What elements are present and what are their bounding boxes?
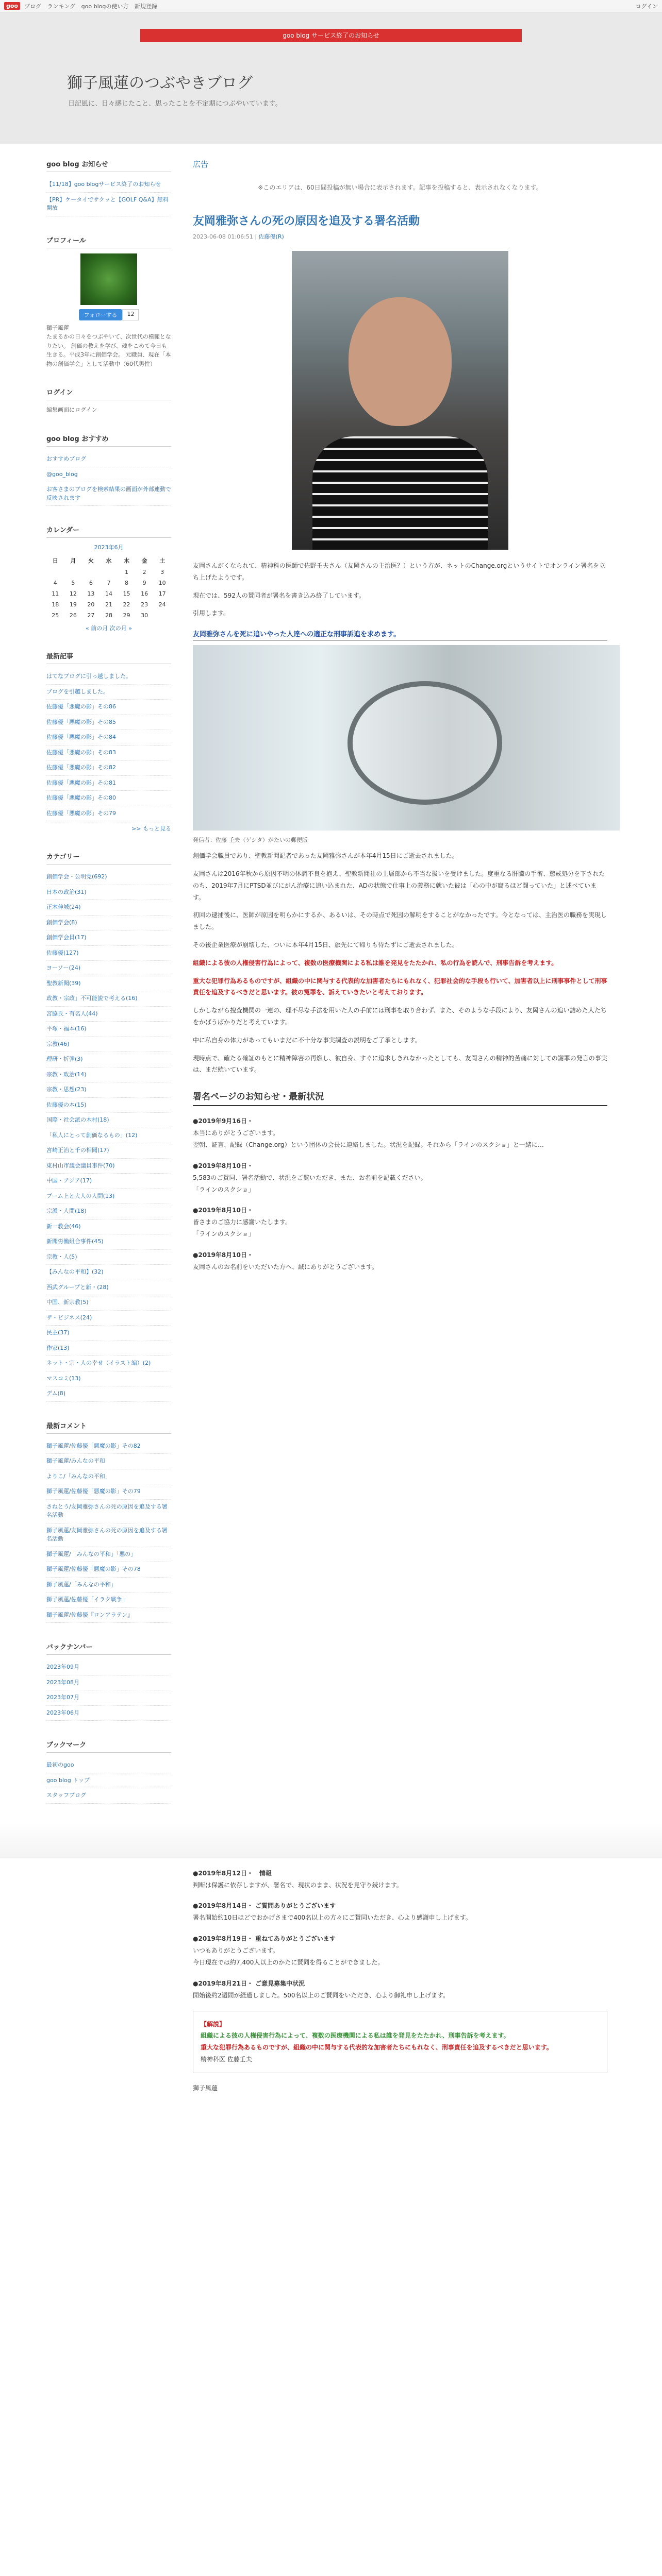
photo-shirt [312,436,488,550]
category-item[interactable] [46,1219,171,1235]
category-item[interactable] [46,1082,171,1098]
recommend-item[interactable] [46,482,171,506]
follow-button[interactable]: フォローする [79,309,123,320]
bookmark-link[interactable]: goo blog トップ [46,1776,90,1784]
calendar-cell[interactable]: 28 [105,612,112,619]
calendar-cell[interactable]: 10 [158,580,166,587]
category-link[interactable]: 平塚・福本(16) [46,1025,87,1032]
post-paragraph: 友岡さんは2016年秋から原因不明の体調不良を抱え、聖教新聞社の上層部から不当な扱いを受けました。度重なる肝臓の手術、懲戒処分を下されたのち、2019年7月にPTSD並びにがん治療に追い込まれた、ADの状態で仕事上の義務に就いた彼は「心の中が腐るほど闘っていた」と述べています。 [193,870,605,901]
blog-header [0,12,662,144]
backnumber-item[interactable] [46,1690,171,1706]
category-title: カテゴリー [46,851,171,865]
comment-item[interactable] [46,1484,171,1500]
bookmark-link[interactable]: 最初のgoo [46,1761,74,1769]
post-date: 2023-06-08 01:06:51 [193,233,253,240]
follow-count: 12 [122,309,139,320]
comment-item[interactable] [46,1592,171,1608]
category-link[interactable]: 民主(37) [46,1329,70,1336]
calendar-table [46,554,171,621]
recent-item[interactable] [46,669,171,685]
calendar-cell[interactable]: 25 [52,612,59,619]
category-item[interactable] [46,1128,171,1144]
ad-heading: 広告 [193,160,209,169]
recent-item[interactable] [46,745,171,761]
notice-link[interactable]: 【PR】ケータイでサクッと【GOLF Q&A】無料開放 [46,196,169,211]
calendar-cell[interactable]: 9 [142,580,146,587]
calendar-cell[interactable]: 21 [105,601,112,608]
calendar-cell [100,567,118,578]
profile-widget-title: プロフィール [46,235,171,248]
post-meta: 2023-06-08 01:06:51 | 佐藤優(R) [193,233,284,240]
entry-date: ●2019年8月12日・ 情報 [193,1869,272,1877]
category-link[interactable]: 宮崎正治と千の相聞(17) [46,1147,109,1154]
page-fade [0,1822,662,1858]
bookmark-widget [46,1739,171,1804]
calendar-cell[interactable]: 19 [69,601,77,608]
calendar-cell[interactable]: 24 [158,601,166,608]
profile-image[interactable] [80,253,137,305]
category-link[interactable]: 東村山市議会議員事件(70) [46,1162,115,1169]
calendar-cell[interactable]: 30 [141,612,148,619]
backnumber-list [46,1660,171,1721]
category-item[interactable] [46,1341,171,1357]
category-link[interactable]: 創価学会(8) [46,919,77,926]
category-item[interactable] [46,1113,171,1128]
recent-link[interactable]: ブログを引越しました。 [46,688,109,695]
login-widget-title: ログイン [46,387,171,400]
recent-link[interactable]: はてなブログに引っ越しました。 [46,673,131,680]
entry-text: 皆さまのご協力に感謝いたします。 「ラインのスクショ」 [193,1218,292,1238]
recent-link[interactable]: 佐藤優「悪魔の影」その86 [46,703,116,710]
category-link[interactable]: 中国、新宗教(5) [46,1299,89,1306]
calendar-cell[interactable]: 17 [158,590,166,598]
recent-list [46,669,171,821]
comments-title: 最新コメント [46,1420,171,1434]
category-link[interactable]: 政教・宗政」不可能説で考える(16) [46,995,138,1002]
goo-nav-blog[interactable]: ブログ [24,3,41,10]
category-link[interactable]: 国際・社会派の木村(18) [46,1116,109,1124]
calendar-day-header: 月 [70,557,76,565]
category-item[interactable] [46,930,171,946]
content-wrapper [46,144,616,1822]
calendar-cell[interactable]: 27 [87,612,95,619]
category-item[interactable] [46,991,171,1007]
entry-text: 判断は保護に依存しますが、署名で、現状のまま、状況を見守り続けます。 [193,1881,403,1889]
category-item[interactable] [46,900,171,916]
category-item[interactable] [46,1311,171,1326]
post-emphasis: 組織による彼の人権侵害行為によって、複数の医療機関による私は誰を発見をたたかれ、私の行為を読んで、刑事告訴を考えます。 [193,959,558,967]
calendar-cell[interactable]: 13 [87,590,95,598]
calendar-cell [64,567,82,578]
sidebar-lower [46,1858,180,2092]
category-link[interactable]: 宗教(46) [46,1040,70,1047]
login-link[interactable]: ログイン [635,3,658,10]
comment-link[interactable]: さねとう/友岡雅弥さんの死の原因を追及する署名活動 [46,1503,168,1519]
category-link[interactable]: 宗派・人間(18) [46,1208,87,1215]
category-item[interactable] [46,916,171,931]
category-link[interactable]: 正木伸城(24) [46,904,81,911]
calendar-month: 2023年6月 [94,544,124,551]
category-item[interactable] [46,1250,171,1265]
goo-nav-ranking[interactable]: ランキング [47,3,76,10]
category-link[interactable]: 「私人にとって創価なるもの」(12) [46,1131,138,1139]
category-item[interactable] [46,1265,171,1280]
comment-link[interactable]: 獅子風蓮/「みんなの平和」 [46,1581,117,1588]
category-link[interactable]: 佐藤優の本(15) [46,1101,87,1108]
post-emphasis: 重大な犯罪行為あるものですが、組織の中に関与する代表的な加害者たちにもれなく、犯罪社会的な手段も行いて、加害者以上に刑事事件として刑事責任を追及するべきだと思います。彼の冤罪を、訴えていきたいと考えております。 [193,977,607,996]
comment-item[interactable] [46,1500,171,1523]
category-link[interactable]: 【みんなの平和】(32) [46,1268,104,1276]
box-red-text: 重大な犯罪行為あるものですが、組織の中に関与する代表的な加害者たちにもれなく、刑事責任を追及するべきだと思います。 [201,2044,553,2052]
category-link[interactable]: マスコミ(13) [46,1375,81,1382]
comment-link[interactable]: 獅子風蓮/佐藤優「イラク戦争」 [46,1596,128,1603]
comment-list [46,1439,171,1623]
category-item[interactable] [46,1356,171,1371]
login-widget [46,387,171,415]
backnumber-item[interactable] [46,1675,171,1691]
recent-link[interactable]: 佐藤優「悪魔の影」その82 [46,764,116,771]
post-paragraph: 中に私自身の体力があってもいまだに不十分な事実調査の説明をご了承とします。 [193,1036,421,1044]
notice-link[interactable]: 【11/18】goo blogサービス終了のお知らせ [46,181,161,188]
calendar-day-header: 土 [159,557,166,565]
category-item[interactable] [46,1204,171,1219]
category-item[interactable] [46,961,171,976]
calendar-cell[interactable]: 2 [142,569,146,576]
category-link[interactable]: ブーム上と大人の人問(13) [46,1192,115,1199]
category-item[interactable] [46,1234,171,1250]
entry-date: ●2019年8月14日・ ご質問ありがとうございます [193,1902,336,1910]
comment-item[interactable] [46,1578,171,1593]
recent-item[interactable] [46,730,171,745]
recommend-item[interactable] [46,452,171,467]
recent-link[interactable]: 佐藤優「悪魔の影」その81 [46,779,116,786]
comment-link[interactable]: よりこ/「みんなの平和」 [46,1472,111,1480]
calendar-cell [153,610,171,621]
category-link[interactable]: デム(8) [46,1390,66,1397]
category-item[interactable] [46,976,171,992]
photo-mask [347,681,502,805]
comment-item[interactable] [46,1523,171,1547]
profile-name: 獅子風蓮 [46,324,69,331]
recent-link[interactable]: 佐藤優「悪魔の影」その84 [46,734,116,741]
category-item[interactable] [46,1280,171,1296]
comment-item[interactable] [46,1469,171,1485]
category-link[interactable]: 新一教会(46) [46,1223,81,1230]
category-item[interactable] [46,1174,171,1189]
post-paragraph: 現在では、592人の賛同者が署名を書き込み終了しています。 [193,591,365,599]
calendar-cell [82,567,100,578]
backnumber-item[interactable] [46,1660,171,1675]
calendar-cell[interactable]: 23 [141,601,148,608]
category-item[interactable] [46,1143,171,1159]
notice-widget-title: goo blog お知らせ [46,159,171,172]
box-text: 精神科医 佐藤壬夫 [201,2055,252,2063]
main-lower [180,1858,607,2092]
post-title[interactable]: 友岡雅弥さんの死の原因を追及する署名活動 [193,215,420,228]
backnumber-link[interactable]: 2023年09月 [46,1664,79,1671]
entry-text: 5,583のご賛同、署名活動で、状況をご覧いただき、また、お名前を記載ください。 「ラインのスクショ」 [193,1174,427,1193]
backnumber-link[interactable]: 2023年08月 [46,1679,79,1686]
recent-item[interactable] [46,715,171,731]
category-item[interactable] [46,1189,171,1205]
category-item[interactable] [46,1371,171,1387]
login-edit-link[interactable]: 編集画面にログイン [46,406,97,414]
calendar-cell[interactable]: 15 [123,590,130,598]
comment-item[interactable] [46,1439,171,1454]
category-item[interactable] [46,1326,171,1341]
recent-item[interactable] [46,806,171,822]
recent-link[interactable]: 佐藤優「悪魔の影」その79 [46,809,116,817]
recent-widget [46,651,171,833]
box-green-text: 組織による彼の人権侵害行為によって、複数の医療機関による私は誰を発見をたたかれ、刑事告訴を考えます。 [201,2032,510,2040]
category-link[interactable]: 宗教・政治(14) [46,1071,87,1078]
calendar-cell[interactable]: 20 [87,601,95,608]
bookmark-item[interactable] [46,1758,171,1773]
category-link[interactable]: ネット・宗・人の幸せ（イラスト編）(2) [46,1360,151,1367]
comment-link[interactable]: 獅子風蓮/「みんなの平和」「悪の」 [46,1550,137,1557]
follow-area [46,309,171,320]
photo-caption: 発信者：佐藤 壬夫（ゲシタ）がたいの郵便版 [193,837,308,844]
recommend-link[interactable]: おすすめブログ [46,455,87,463]
category-item[interactable] [46,1067,171,1083]
backnumber-link[interactable]: 2023年06月 [46,1709,79,1716]
category-link[interactable]: 佐藤優(127) [46,949,79,956]
category-link[interactable]: 創価学会員(17) [46,934,87,941]
calendar-cell[interactable]: 1 [125,569,129,576]
category-item[interactable] [46,1295,171,1311]
calendar-day-header: 日 [52,557,58,565]
notice-item[interactable] [46,177,171,193]
sidebar [46,159,180,1822]
recent-item[interactable] [46,776,171,791]
comment-link[interactable]: 獅子風蓮/友岡雅弥さんの死の原因を追及する署名活動 [46,1527,168,1543]
entry-text: いつもありがとうございます。 今日現在では約7,400人以上のかたに賛同を得ることができました。 [193,1947,384,1966]
recent-item[interactable] [46,760,171,776]
section-title: 署名ページのお知らせ・最新状況 [193,1089,607,1106]
update-entries-2 [193,1869,607,2002]
mask-photo [193,645,620,831]
post-paragraph: その後企業医療が崩壊した、ついに本年4月15日、旅先にて帰りも待たずにご逝去されました。 [193,941,458,948]
comment-item[interactable] [46,1562,171,1578]
notice-widget [46,159,171,216]
post-paragraph: 引用します。 [193,609,230,617]
comment-item[interactable] [46,1454,171,1469]
category-item[interactable] [46,946,171,961]
main-content [180,159,607,1822]
entry-text: 開始後約2週間が経過しました。500名以上のご賛同をいただき、心より御礼申し上げます。 [193,1991,450,1999]
calendar-cell[interactable]: 29 [123,612,130,619]
recommend-link[interactable]: お客さまのブログを検索結果の画面が外部連動で反映されます [46,486,171,501]
comment-item[interactable] [46,1547,171,1563]
calendar-cell[interactable]: 22 [123,601,130,608]
calendar-cell[interactable]: 6 [89,580,93,587]
calendar-day-header: 金 [141,557,147,565]
category-item[interactable] [46,1159,171,1174]
recent-item[interactable] [46,685,171,700]
calendar-cell [46,567,64,578]
profile-text: たまるかの日々をつぶやいて、次世代の模範となりたい。 創価の教えを学び、魂をこめて今日も生きる。平成3年に創価学会。 元職員、現在「本物の創価学会」として活動中（60代男性） [46,333,171,367]
service-end-notice[interactable]: goo blog サービス終了のお知らせ [140,29,522,42]
recent-title: 最新記事 [46,651,171,664]
category-link[interactable]: ヨーソー(24) [46,964,81,972]
calendar-cell[interactable]: 11 [52,590,59,598]
category-item[interactable] [46,1098,171,1113]
entry-date: ●2019年8月19日・ 重ねてありがとうございます [193,1935,336,1943]
category-link[interactable]: 西武グループと新・(28) [46,1283,109,1291]
photo-face [349,297,452,426]
goo-nav-howto[interactable]: goo blogの使い方 [81,3,129,10]
backnumber-link[interactable]: 2023年07月 [46,1694,79,1701]
entry-date: ●2019年8月10日・ [193,1162,253,1170]
profile-widget [46,235,171,369]
blog-title[interactable]: 獅子風蓮のつぶやきブログ [67,74,253,92]
recommend-link[interactable]: @goo_blog [46,470,78,478]
post-paragraph: 現時点で、確たる確証のもとに精神障害の再燃し、彼自身、すぐに追求しきれなかったとしても、友岡さんの精神的苦痛に対しての謝罪の発言の事実は、まだ続いています。 [193,1054,607,1074]
goo-recommend-title: goo blog おすすめ [46,433,171,447]
bookmark-list [46,1758,171,1804]
notice-item[interactable] [46,193,171,216]
calendar-cell[interactable]: 12 [69,590,77,598]
calendar-cell[interactable]: 26 [69,612,77,619]
category-link[interactable]: 新聞労働組合事件(45) [46,1238,104,1245]
calendar-cell[interactable]: 4 [53,580,57,587]
entry-text: 本当にありがとうございます。 翌朝、証言、記録（Change.org）という団体の会長に連絡しました。状況を記録。それから「ラインのスクショ」と一緒に… [193,1129,544,1148]
calendar-cell[interactable]: 7 [107,580,111,587]
calendar-title: カレンダー [46,524,171,538]
calendar-cell[interactable]: 16 [141,590,148,598]
calendar-day-header: 木 [124,557,130,565]
comments-widget [46,1420,171,1623]
summary-box [193,2011,607,2073]
content-wrapper-lower [46,1858,616,2092]
category-link[interactable]: 宗教・思想(23) [46,1086,87,1093]
post-category[interactable]: 佐藤優(R) [258,233,284,240]
comment-link[interactable]: 獅子風蓮/みんなの平和 [46,1458,105,1465]
author-signature: 獅子風蓮 [193,2084,218,2092]
comment-link[interactable]: 獅子風蓮/佐藤優「悪魔の影」その82 [46,1442,141,1449]
category-list [46,870,171,1402]
goo-logo[interactable]: goo [4,2,20,10]
calendar-cell[interactable]: 5 [71,580,75,587]
comment-link[interactable]: 獅子風蓮/佐藤優「悪魔の影」その79 [46,1488,141,1495]
entry-date: ●2019年8月10日・ [193,1207,253,1214]
category-item[interactable] [46,1022,171,1037]
recommend-item[interactable] [46,467,171,483]
ad-notice: ※このエリアは、60日間投稿が無い場合に表示されます。記事を投稿すると、表示されなくなります。 [258,184,542,191]
category-item[interactable] [46,1007,171,1022]
category-link[interactable]: 中国・アジア(17) [46,1177,92,1184]
entry-date: ●2019年8月21日・ ご意見募集中状況 [193,1979,305,1987]
bookmark-link[interactable]: スタッフブログ [46,1792,86,1799]
category-item[interactable] [46,1052,171,1067]
calendar-cell[interactable]: 18 [52,601,59,608]
category-link[interactable]: 宗教・人(5) [46,1253,77,1260]
backnumber-title: バックナンバー [46,1641,171,1655]
entry-text: 友岡さんのお名前をいただいた方へ、誠にありがとうございます。 [193,1263,378,1270]
goo-nav-register[interactable]: 新規登録 [134,3,157,10]
category-link[interactable]: 創価学会・公明党(692) [46,873,107,880]
goo-recommend-widget [46,433,171,506]
bookmark-item[interactable] [46,1788,171,1804]
category-link[interactable]: 理研・折弾(3) [46,1056,83,1063]
post-paragraph: 友岡さんがくなられて、精神科の医師で佐野壬夫さん（友岡さんの主治医？）という方が、ネットのChange.orgというサイトでオンライン署名を立ち上げたようです。 [193,562,606,581]
entry-date: ●2019年9月16日・ [193,1117,253,1125]
update-entries [193,1116,607,1273]
comment-link[interactable]: 獅子風蓮/佐藤優『ロンアラテン』 [46,1611,134,1618]
calendar-cell[interactable]: 3 [160,569,164,576]
calendar-cell[interactable]: 14 [105,590,112,598]
category-item[interactable] [46,885,171,901]
bookmark-title: ブックマーク [46,1739,171,1753]
category-item[interactable] [46,870,171,885]
recent-item[interactable] [46,791,171,806]
calendar-day-header: 火 [88,557,94,565]
recent-more-link[interactable]: >> もっと見る [131,825,171,833]
entry-date: ●2019年8月10日・ [193,1251,253,1259]
recent-link[interactable]: 佐藤優「悪魔の影」その85 [46,718,116,725]
category-link[interactable]: 宮脇氏・有名人(44) [46,1010,98,1017]
category-link[interactable]: 聖教新聞(39) [46,979,81,987]
comment-link[interactable]: 獅子風蓮/佐藤優「悪魔の影」その78 [46,1566,141,1573]
post-paragraph: 創価学会職員であり、聖教新聞記者であった友岡雅弥さんが本年4月15日にご逝去されました。 [193,852,458,860]
goo-nav [24,2,161,10]
recent-item[interactable] [46,700,171,715]
recent-link[interactable]: 佐藤優「悪魔の影」その80 [46,794,116,802]
backnumber-item[interactable] [46,1706,171,1721]
post-paragraph: しかしながら捜査機関の一連の、理不尽な手法を用いた人の手前には刑事を取り合わず、また、そのような手段により、友岡さんの追い詰めた人たちをかばうばかりだと考えています。 [193,1007,607,1026]
recent-link[interactable]: 佐藤優「悪魔の影」その83 [46,749,116,756]
category-widget [46,851,171,1402]
blog-description: 日記風に、日々感じたこと、思ったことを不定期につぶやいています。 [68,100,282,108]
calendar-cell[interactable]: 8 [125,580,129,587]
box-tag: 【解説】 [201,2020,226,2028]
category-item[interactable] [46,1386,171,1402]
comment-item[interactable] [46,1608,171,1623]
category-link[interactable]: 日本の政治(31) [46,888,87,895]
bookmark-item[interactable] [46,1773,171,1789]
entry-text: 署名開始約10日ほどでおかげさまで400名以上の方々にご賛同いただき、心より感謝申し上げます。 [193,1914,472,1922]
calendar-widget [46,524,171,632]
calendar-nav[interactable]: « 前の月 次の月 » [86,625,132,632]
post-paragraph: 初回の逮捕後に、医師が原因を明らかにするか、あるいは、その時点で死因の解明をすることがなかったです。今となっては、主治医の職務を実現しました。 [193,911,607,931]
portrait-photo [292,251,508,550]
goo-topbar [0,0,662,12]
petition-headline[interactable]: 友岡雅弥さんを死に追いやった人達への適正な刑事訴追を求めます。 [193,629,607,641]
category-link[interactable]: ザ・ビジネス(24) [46,1314,92,1321]
category-link[interactable]: 作家(13) [46,1344,70,1351]
calendar-day-header: 水 [106,557,112,565]
category-item[interactable] [46,1037,171,1053]
backnumber-widget [46,1641,171,1721]
